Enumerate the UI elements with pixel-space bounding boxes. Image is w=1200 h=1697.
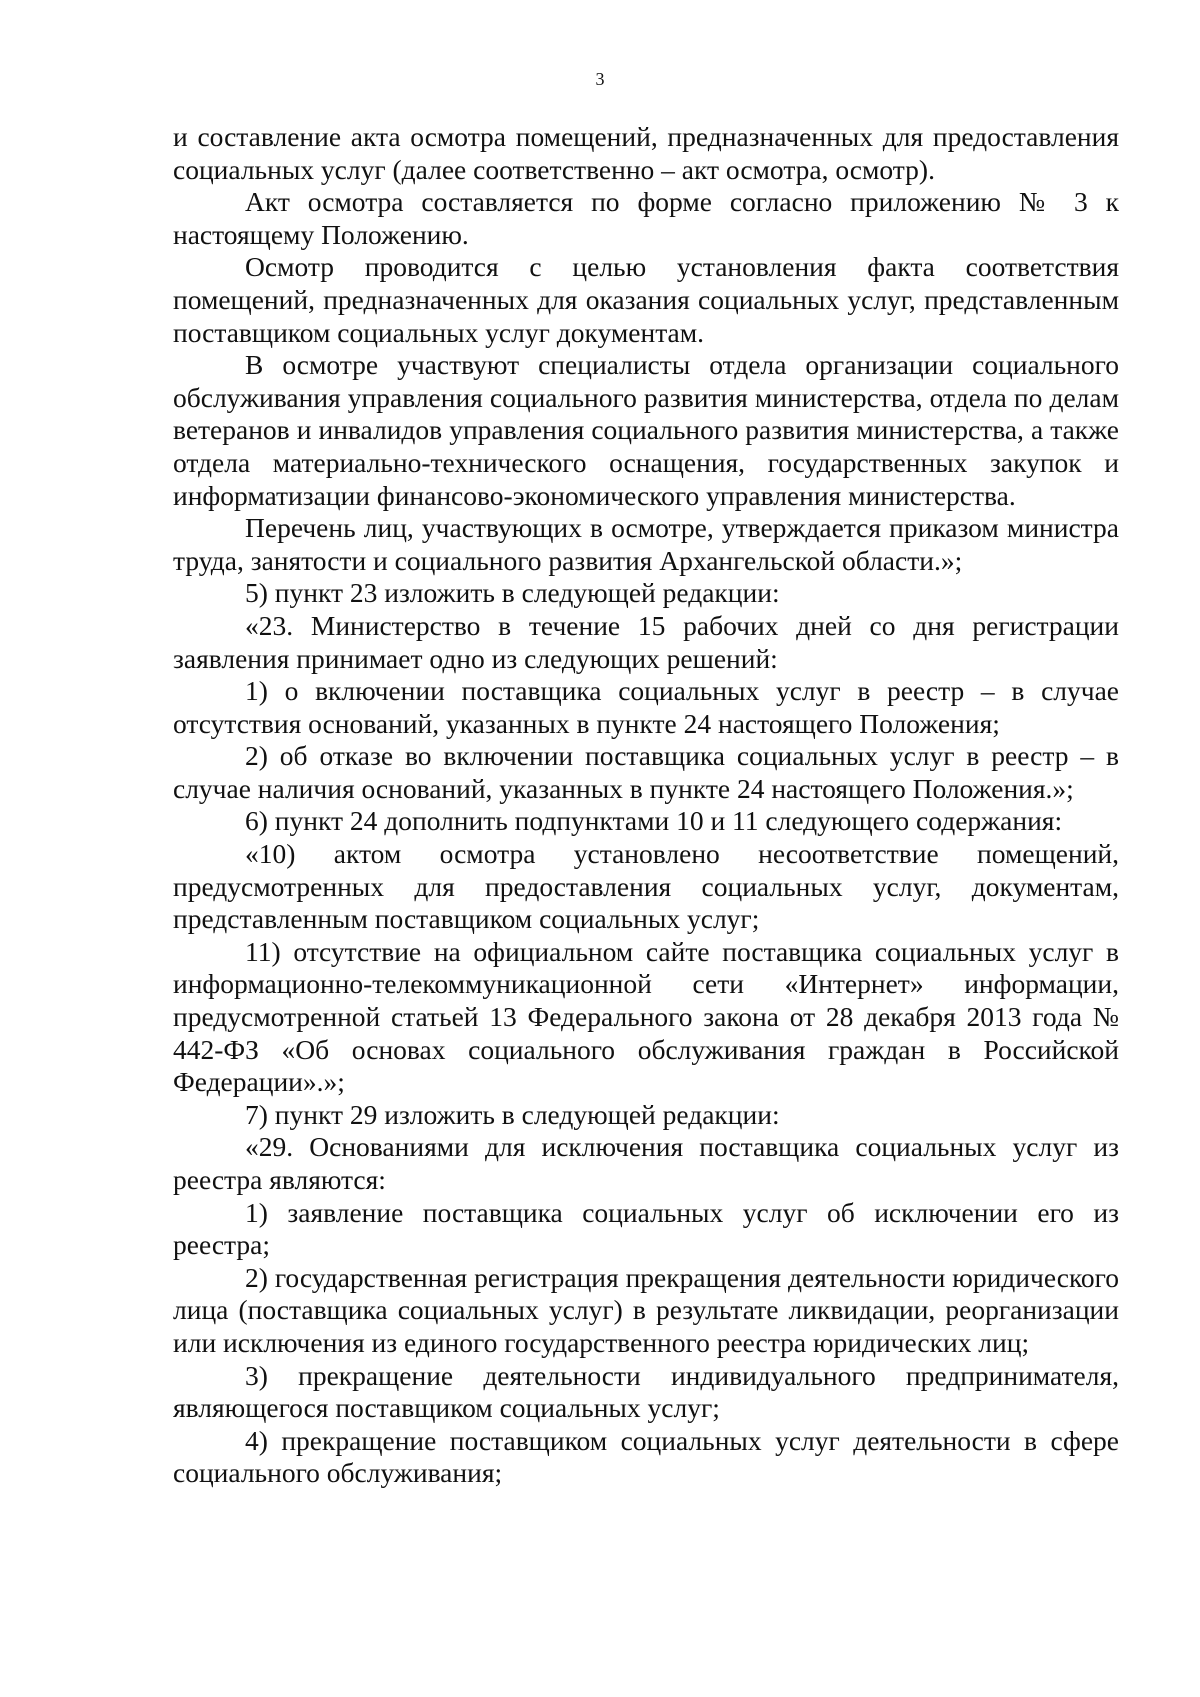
paragraph-10: 6) пункт 24 дополнить подпунктами 10 и 11 следующего содержания: bbox=[245, 805, 1063, 837]
paragraph-18: 4) прекращение поставщиком социальных услуг деятельности в сфере социального обслуживания; bbox=[173, 1424, 1119, 1489]
paragraph-8: 1) о включении поставщика социальных услуг в реестр – в случае отсутствия оснований, указанных в пункте 24 настоящего Положения; bbox=[173, 675, 1119, 739]
paragraph-16: 2) государственная регистрация прекращения деятельности юридического лица (поставщика социальных услуг) в результате ликвидации, реорганизации или исключения из единого государственного реестра юридических лиц; bbox=[173, 1261, 1119, 1358]
paragraph-17: 3) прекращение деятельности индивидуального предпринимателя, являющегося поставщиком социальных услуг; bbox=[173, 1359, 1119, 1424]
paragraph-1: и составление акта осмотра помещений, предназначенных для предоставления социальных услуг (далее соответственно – акт осмотра, осмотр). bbox=[173, 121, 1119, 185]
paragraph-7: «23. Министерство в течение 15 рабочих дней со дня регистрации заявления принимает одно из следующих решений: bbox=[173, 609, 1119, 674]
document-body bbox=[173, 121, 1119, 1490]
paragraph-3: Осмотр проводится с целью установления факта соответствия помещений, предназначенных для оказания социальных услуг, представленным поставщиком социальных услуг документам. bbox=[173, 251, 1119, 348]
paragraph-2: Акт осмотра составляется по форме согласно приложению № 3 к настоящему Положению. bbox=[173, 186, 1119, 250]
paragraph-13: 7) пункт 29 изложить в следующей редакции: bbox=[245, 1098, 780, 1130]
page-number: 3 bbox=[595, 69, 605, 89]
paragraph-4: В осмотре участвуют специалисты отдела организации социального обслуживания управления социального развития министерства, отдела по делам ветеранов и инвалидов управления социального развития министерства, а также отдела материально-технического оснащения, государственных закупок и информатизации финансово-экономического управления министерства. bbox=[173, 349, 1119, 511]
paragraph-6: 5) пункт 23 изложить в следующей редакции: bbox=[245, 577, 780, 609]
paragraph-9: 2) об отказе во включении поставщика социальных услуг в реестр – в случае наличия оснований, указанных в пункте 24 настоящего Положения.»; bbox=[173, 740, 1119, 804]
paragraph-11: «10) актом осмотра установлено несоответствие помещений, предусмотренных для предоставления социальных услуг, документам, представленным поставщиком социальных услуг; bbox=[173, 838, 1119, 935]
paragraph-12: 11) отсутствие на официальном сайте поставщика социальных услуг в информационно-телекоммуникационной сети «Интернет» информации, предусмотренной статьей 13 Федерального закона от 28 декабря 2013 года № 442-ФЗ «Об основах социального обслуживания граждан в Российской Федерации».»; bbox=[173, 935, 1119, 1098]
paragraph-15: 1) заявление поставщика социальных услуг об исключении его из реестра; bbox=[173, 1196, 1119, 1261]
paragraph-5: Перечень лиц, участвующих в осмотре, утверждается приказом министра труда, занятости и социального развития Архангельской области.»; bbox=[173, 512, 1119, 576]
paragraph-14: «29. Основаниями для исключения поставщика социальных услуг из реестра являются: bbox=[173, 1131, 1119, 1195]
